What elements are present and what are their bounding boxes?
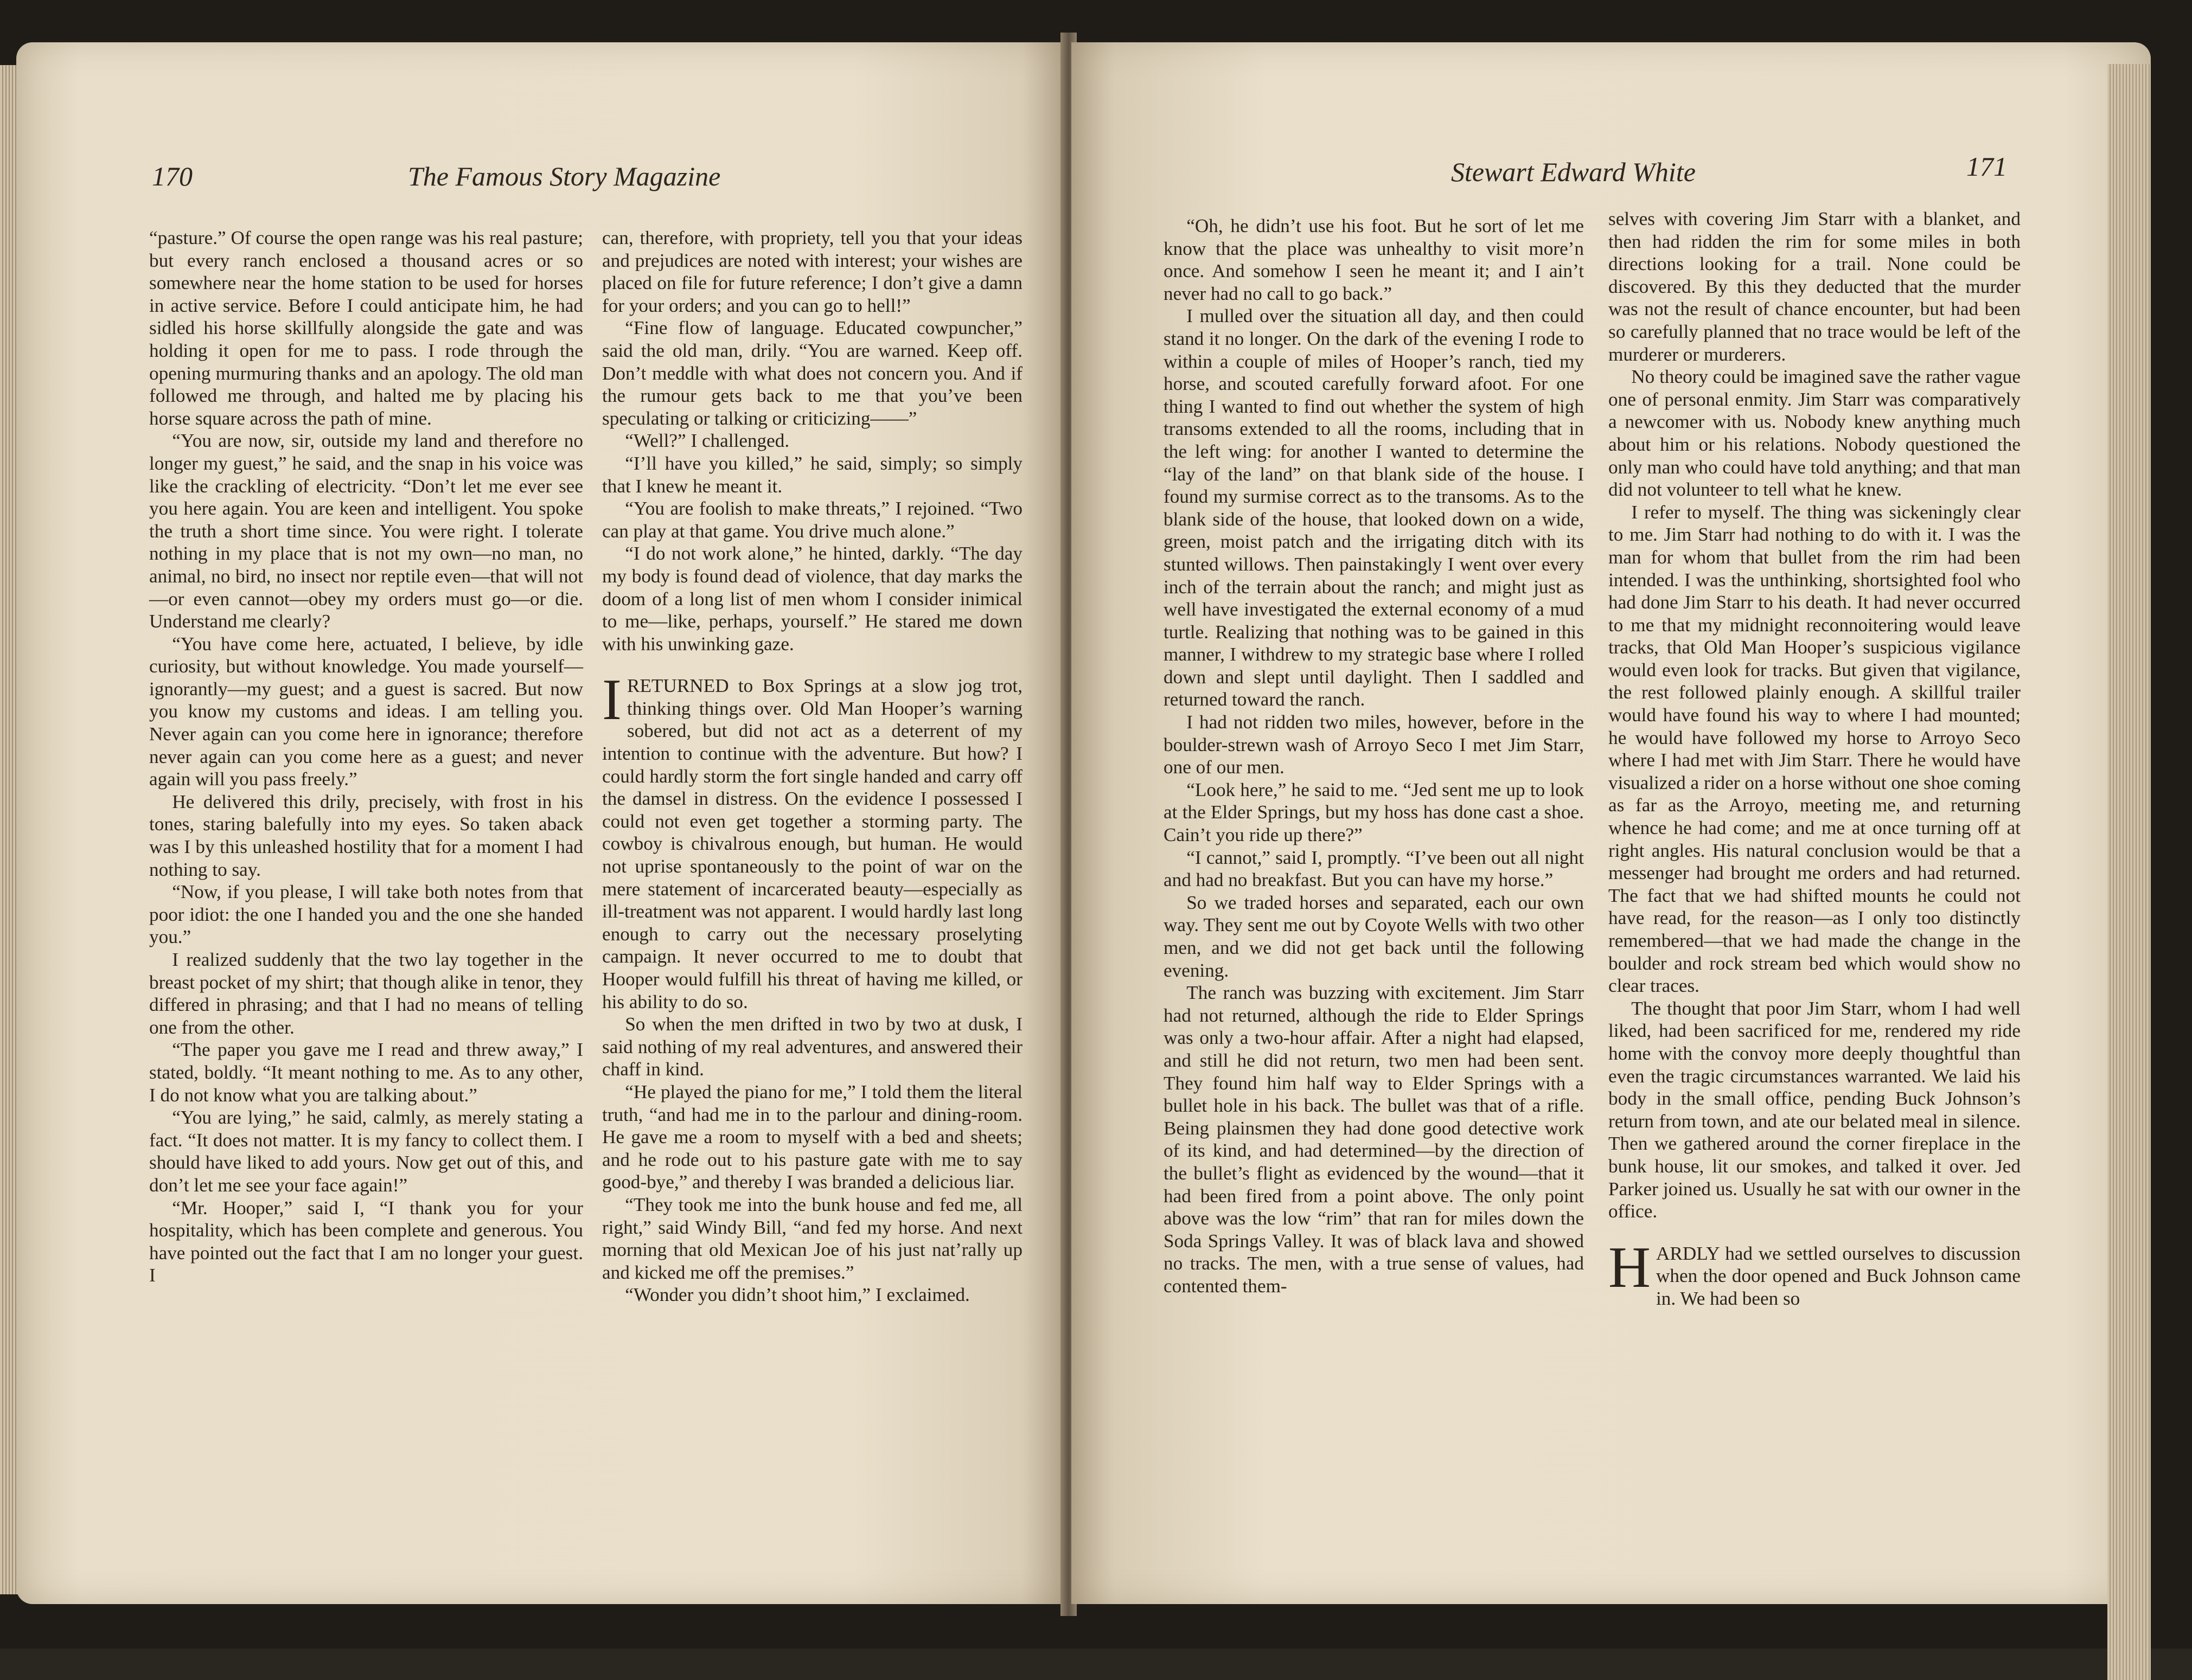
left-column-1 — [149, 227, 583, 1287]
page-number-right: 171 — [1966, 151, 2007, 182]
paragraph: “Mr. Hooper,” said I, “I thank you for your hospitality, which has been complete and generous. You have pointed out the fact that I am no longer your guest. I — [149, 1197, 583, 1286]
paragraph: He delivered this drily, precisely, with frost in his tones, staring balefully into my eyes. So taken aback was I by this unleashed hostility that for a moment I had nothing to say. — [149, 791, 583, 880]
paragraph: “You are now, sir, outside my land and therefore no longer my guest,” he said, and the snap in his voice was like the crackling of electricity. “Don’t let me ever see you here again. You are keen and intelligent. You spoke the truth a short time since. You were right. I tolerate nothing in my place that is not my own—no man, no animal, no bird, no insect nor reptile even—that will not—or even cannot—obey my orders must go—or die. Understand me clearly? — [149, 430, 583, 632]
paragraph: So when the men drifted in two by two at dusk, I said nothing of my real adventures, and answered their chaff in kind. — [602, 1014, 1022, 1080]
section-opening — [602, 668, 1022, 1013]
paragraph: selves with covering Jim Starr with a blanket, and then had ridden the rim for some miles in both directions looking for a trail. None could be discovered. By this they deducted that the murder was not the result of chance encounter, but had been so carefully planned that no trace would be left of the murderer or murderers. — [1608, 208, 2021, 365]
section-opening — [1608, 1235, 2021, 1310]
paragraph: The ranch was buzzing with excitement. Jim Starr had not returned, although the ride to Elder Springs was only a two-hour affair. After a night had elapsed, and still he did not return, two men had been sent. They found him half way to Elder Springs with a bullet hole in his back. The bullet was that of a rifle. Being plainsmen they had done good detective work of its kind, and had determined—by the direction of the bullet’s flight as evidenced by the wound—that it had been fired from a point above. The only point above was the low “rim” that ran for miles down the Soda Springs Valley. It was of black lava and showed no tracks. The men, with a true sense of values, had contented them- — [1164, 982, 1584, 1297]
drop-cap: H — [1608, 1235, 1651, 1300]
paragraph: “Wonder you didn’t shoot him,” I exclaimed. — [625, 1284, 970, 1306]
right-page — [1071, 42, 2151, 1604]
paragraph: “Now, if you please, I will take both notes from that poor idiot: the one I handed you and the one she handed you.” — [149, 881, 583, 948]
left-page — [16, 42, 1063, 1604]
paragraph: “You are foolish to make threats,” I rejoined. “Two can play at that game. You drive much alone.” — [602, 498, 1022, 542]
running-head-left: The Famous Story Magazine — [408, 161, 721, 191]
right-column-1 — [1164, 215, 1584, 1298]
right-page-edges — [2107, 64, 2151, 1680]
paragraph: “The paper you gave me I read and threw away,” I stated, boldly. “It meant nothing to me. As to any other, I do not know what you are talking about.” — [149, 1039, 583, 1106]
page-number-left: 170 — [152, 161, 193, 191]
paragraph: I had not ridden two miles, however, before in the boulder-strewn wash of Arroyo Seco I met Jim Starr, one of our men. — [1164, 711, 1584, 778]
paragraph: So we traded horses and separated, each our own way. They sent me out by Coyote Wells with two other men, and we did not get back until the following evening. — [1164, 892, 1584, 981]
paragraph: I realized suddenly that the two lay together in the breast pocket of my shirt; that though alike in tenor, they differed in phrasing; and that I had no means of telling one from the other. — [149, 949, 583, 1038]
paragraph: No theory could be imagined save the rather vague one of personal enmity. Jim Starr was comparatively a newcomer with us. Nobody knew anything much about him or his relations. Nobody questioned the only man who could have told anything; and that man did not volunteer to tell what he knew. — [1608, 366, 2021, 501]
paragraph: The thought that poor Jim Starr, whom I had well liked, had been sacrificed for me, rendered my ride home with the convoy more deeply thoughtful than even the tragic circumstances warranted. We laid his body in the small office, pending Buck Johnson’s return from town, and ate our belated meal in silence. Then we gathered around the corner fireplace in the bunk house, lit our smokes, and talked it over. Jed Parker joined us. Usually he sat with our owner in the office. — [1608, 997, 2021, 1222]
paragraph: “You have come here, actuated, I believe, by idle curiosity, but without knowledge. You made yourself—ignorantly—my guest; and a guest is sacred. But now you know my customs and ideas. I am telling you. Never again can you come here in ignorance; therefore never again can you come here as a guest; and never again will you pass freely.” — [149, 633, 583, 790]
running-head-right: Stewart Edward White — [1451, 157, 1696, 187]
paragraph: “Fine flow of language. Educated cowpuncher,” said the old man, drily. “You are warned. Keep off. Don’t meddle with what does not concern you. And if the rumour gets back to me that you’ve been speculating or talking or criticizing——” — [602, 317, 1022, 429]
paragraph: “He played the piano for me,” I told them the literal truth, “and had me in to the parlour and dining-room. He gave me a room to myself with a bed and sheets; and he rode out to his pasture gate with me to say good-bye,” and thereby I was branded a delicious liar. — [602, 1081, 1022, 1193]
paragraph: “Look here,” he said to me. “Jed sent me up to look at the Elder Springs, but my hoss has done cast a shoe. Cain’t you ride up there?” — [1164, 779, 1584, 846]
paragraph: “You are lying,” he said, calmly, as merely stating a fact. “It does not matter. It is my fancy to collect them. I should have liked to add yours. Now get out of this, and don’t let me see your face again!” — [149, 1107, 583, 1196]
paragraph: “Oh, he didn’t use his foot. But he sort of let me know that the place was unhealthy to visit more’n once. And somehow I seen he meant it; and I ain’t never had no call to go back.” — [1164, 215, 1584, 304]
paragraph: ARDLY had we settled ourselves to discussion when the door opened and Buck Johnson came in. We had been so — [1656, 1242, 2021, 1309]
paragraph: I refer to myself. The thing was sickeningly clear to me. Jim Starr had nothing to do with it. I was the man for whom that bullet from the rim had been intended. I was the unthinking, shortsighted fool who had done Jim Starr to his death. It had never occurred to me that my midnight reconnoitering would leave tracks, that Old Man Hooper’s suspicious vigilance would even look for tracks. But given that vigilance, the rest followed plainly enough. A skillful trailer would have found his way to where I had mounted; he would have followed my horse to Arroyo Seco where I had met with Jim Starr. There he would have visualized a rider on a horse without one shoe coming as far as the Arroyo, meeting me, and returning whence he had come; and me at once turning off at right angles. His natural conclusion would be that a messenger had brought me orders and had returned. The fact that we had shifted mounts he could not have read, for the reason—as I only too distinctly remembered—that we had made the change in the boulder and rock stream bed which would show no clear traces. — [1608, 501, 2021, 997]
drop-cap: I — [602, 668, 622, 733]
paragraph: can, therefore, with propriety, tell you that your ideas and prejudices are noted with interest; your wishes are placed on file for future reference; I don’t give a damn for your orders; and you can go to hell!” — [602, 227, 1022, 316]
paragraph: “They took me into the bunk house and fed me, all right,” said Windy Bill, “and fed my horse. And next morning that old Mexican Joe of his just nat’rally up and kicked me off the premises.” — [602, 1194, 1022, 1283]
left-column-2 — [602, 227, 1022, 1306]
paragraph: “Well?” I challenged. — [625, 430, 790, 452]
paragraph: “pasture.” Of course the open range was his real pasture; but every ranch enclosed a thousand acres or so somewhere near the home station to be used for horses in active service. Before I could anticipate him, he had sidled his horse skillfully alongside the gate and was holding it open for me to pass. I rode through the opening murmuring thanks and an apology. The old man followed me through, and halted me by placing his horse square across the path of mine. — [149, 227, 583, 429]
paragraph: “I’ll have you killed,” he said, simply; so simply that I knew he meant it. — [602, 452, 1022, 497]
paragraph: I mulled over the situation all day, and then could stand it no longer. On the dark of the evening I rode to within a couple of miles of Hooper’s ranch, tied my horse, and scouted carefully forward afoot. For one thing I wanted to find out whether the system of high transoms extended to all the rooms, including that in the left wing: for another I wanted to determine the “lay of the land” on that blank side of the house. I found my surmise correct as to the transoms. As to the blank side of the house, that looked down on a wide, green, moist patch and the irrigating ditch with its stunted willows. Then painstakingly I went over every inch of the terrain about the ranch; and might just as well have investigated the external economy of a mud turtle. Realizing that nothing was to be gained in this manner, I withdrew to my strategic base where I rolled down and slept until daylight. Then I saddled and returned toward the ranch. — [1164, 305, 1584, 710]
paragraph: “I do not work alone,” he hinted, darkly. “The day my body is found dead of violence, that day marks the doom of a long list of men whom I consider inimical to me—like, perhaps, yourself.” He stared me down with his unwinking gaze. — [602, 543, 1022, 655]
paragraph: “I cannot,” said I, promptly. “I’ve been out all night and had no breakfast. But you can have my horse.” — [1164, 847, 1584, 891]
right-column-2 — [1608, 208, 2021, 1310]
paragraph: RETURNED to Box Springs at a slow jog trot, thinking things over. Old Man Hooper’s warning sobered, but did not act as a deterrent of my intention to continue with the adventure. But how? I could hardly storm the fort single handed and carry off the damsel in distress. On the evidence I possessed I could not even get together a storming party. The cowboy is chivalrous enough, but human. He would not uprise spontaneously to the point of war on the mere statement of incarcerated beauty—especially as ill-treatment was not apparent. I would hardly last long enough to carry out the necessary proselyting campaign. It never occurred to me to doubt that Hooper would fulfill his threat of having me killed, or his ability to do so. — [602, 675, 1022, 1012]
